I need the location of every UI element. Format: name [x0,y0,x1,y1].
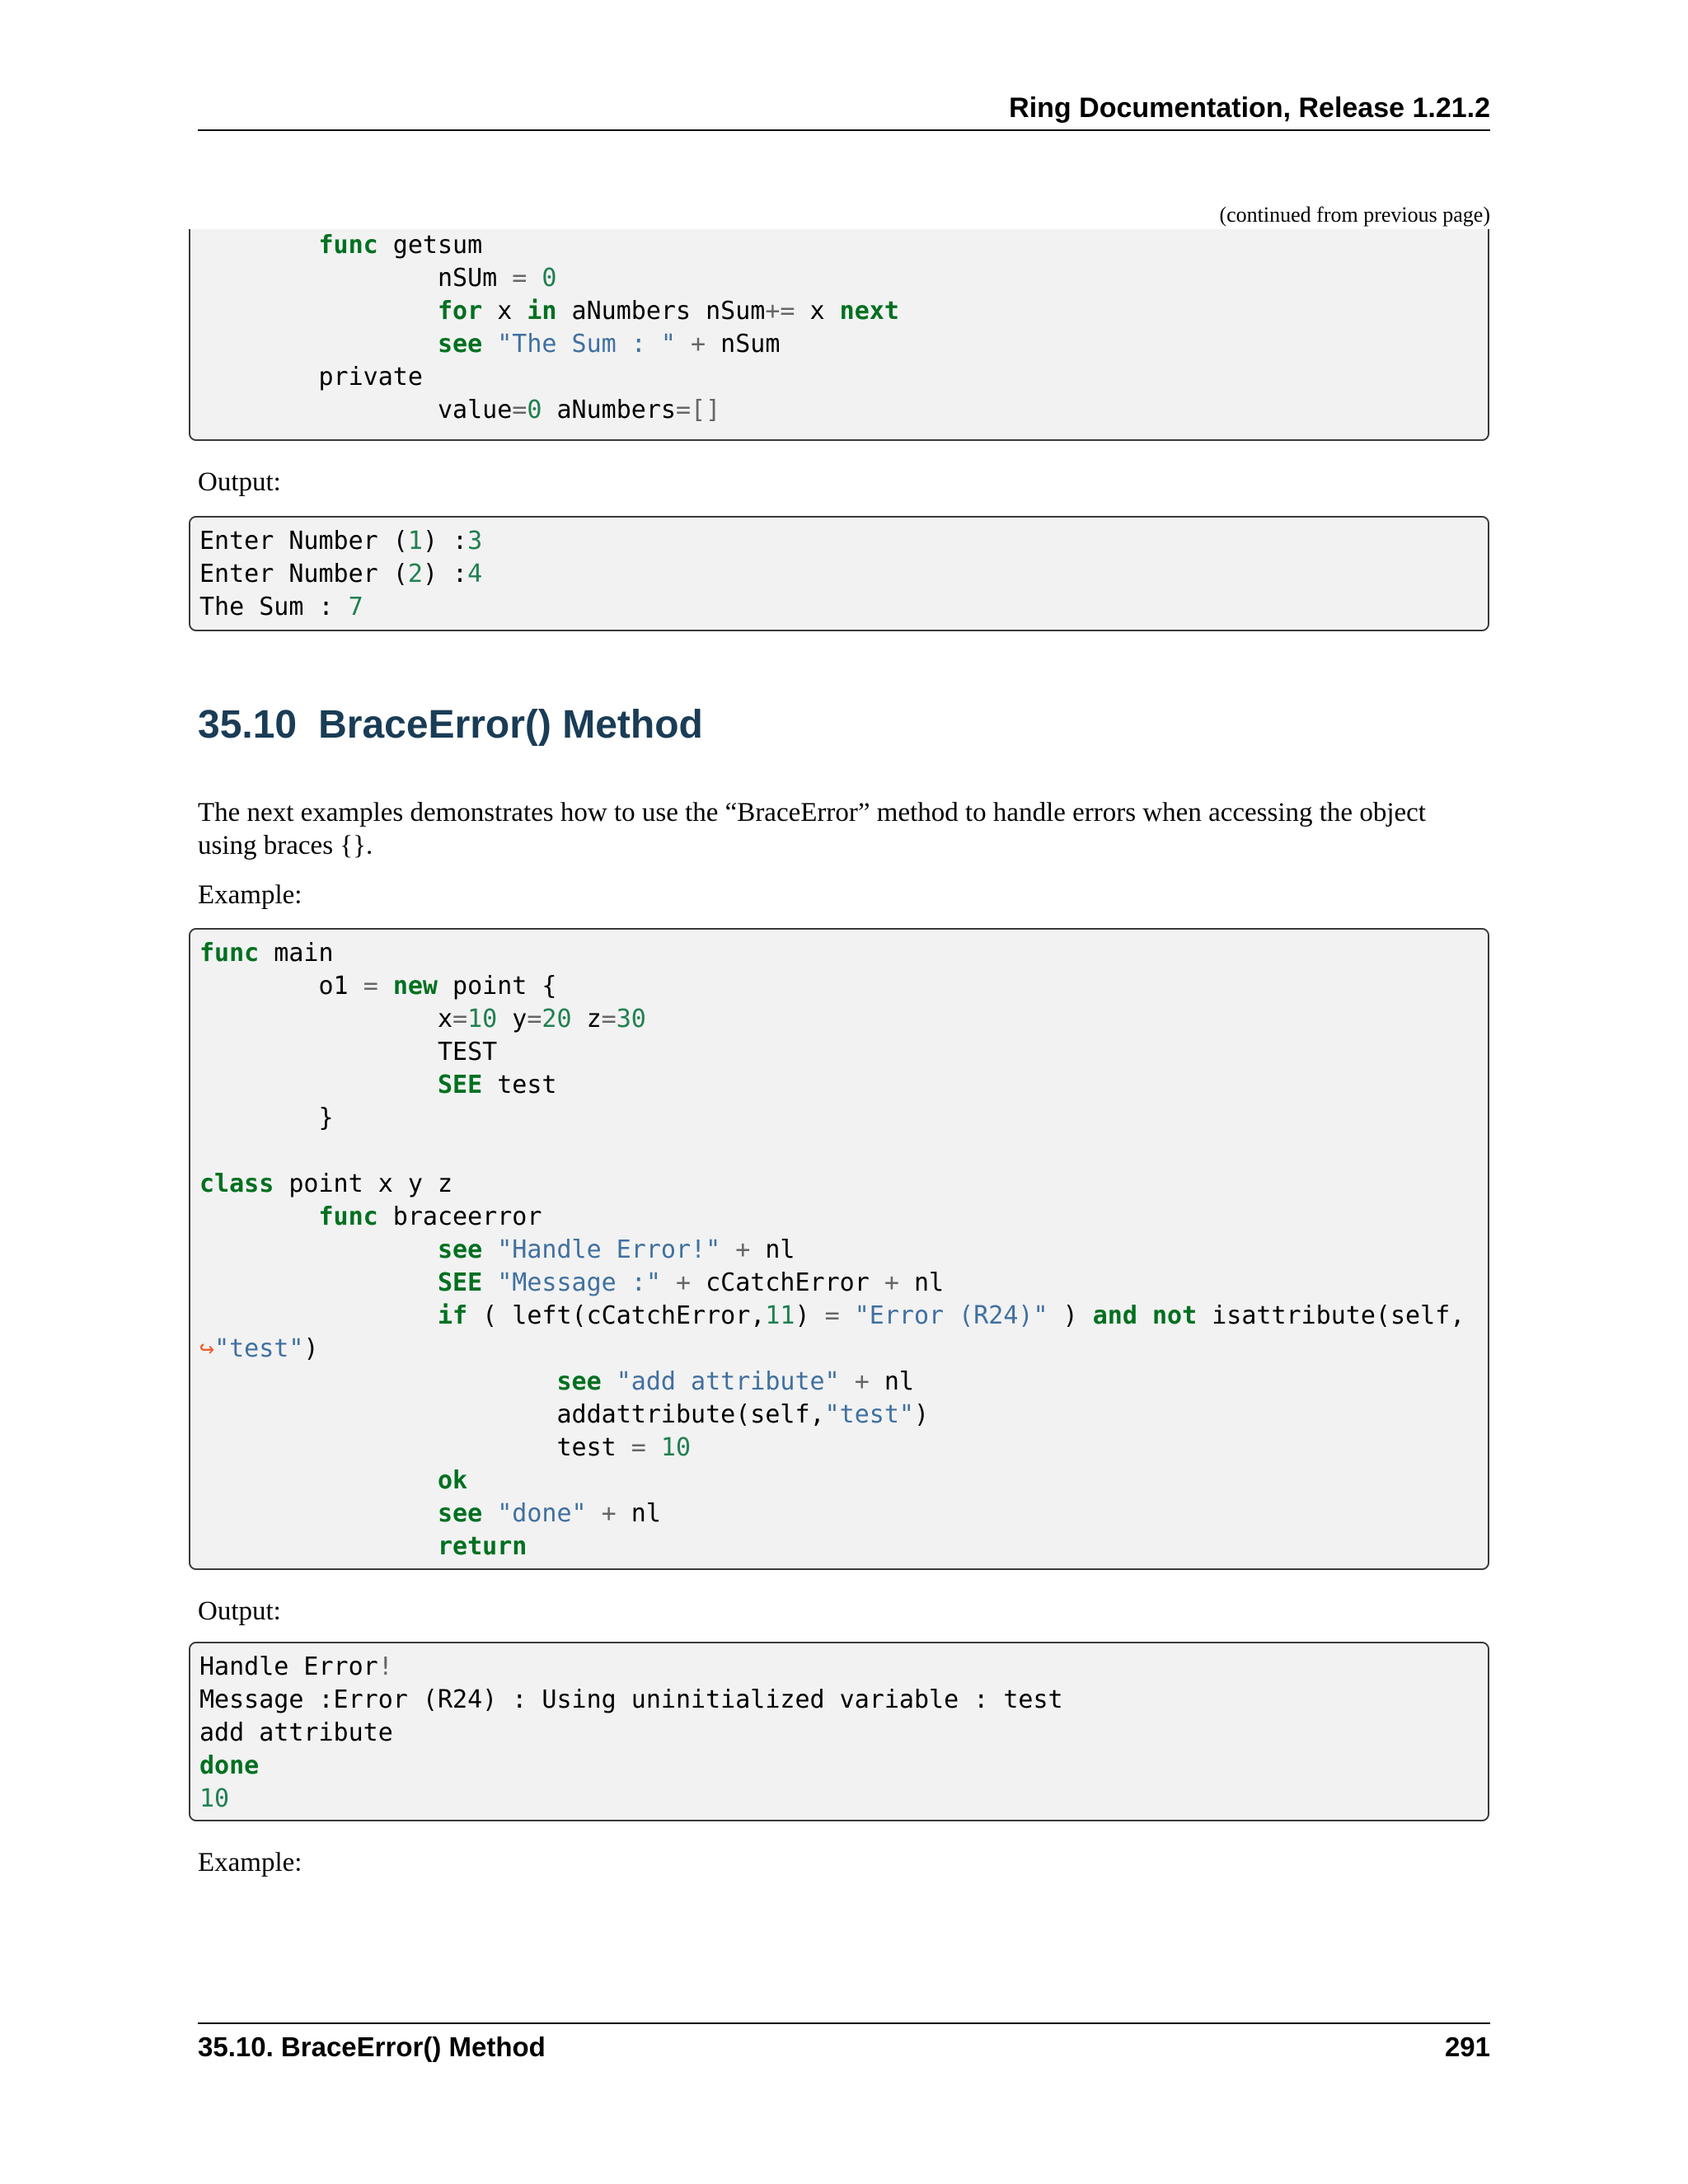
code-token: o1 [199,972,363,1001]
code-token: 11 [765,1301,795,1330]
code-block-braceerror [189,928,1489,1570]
code-token: for [437,297,483,326]
code-token: see [437,1499,483,1528]
code-token [840,1301,855,1330]
code-token [482,1499,497,1528]
code-token: 30 [616,1005,646,1033]
code-token: "The Sum : " [497,330,676,359]
code-token: = [363,972,378,1001]
footer-section-ref: 35.10. BraceError() Method [198,2032,546,2062]
code-token: ↪ [199,1334,215,1363]
code-token [199,297,438,326]
code-token: aNumbers nSum [556,297,766,326]
code-token: Enter Number ( [199,560,408,588]
code-token: ) [1048,1301,1093,1330]
code-token: 0 [527,396,542,424]
code-token [199,1268,438,1297]
code-token: += [765,297,795,326]
code-token [1137,1301,1152,1330]
code-token: getsum [377,231,483,260]
code-token: "test" [824,1400,914,1429]
code-token: nSum [706,330,781,359]
code-token [482,1268,497,1297]
code-token: cCatchError [691,1268,884,1297]
code-token: main [259,939,334,968]
code-token: + [675,1268,692,1297]
code-token: nl [616,1499,661,1528]
code-token: aNumbers [542,396,676,424]
code-token [527,264,542,293]
code-token: } [199,1104,334,1132]
code-token: =[] [675,396,721,424]
code-token: Handle Error [199,1652,378,1681]
code-block-getsum [189,229,1489,441]
code-token [840,1367,855,1396]
code-token: nl [750,1235,795,1264]
code-token: ) [913,1400,930,1429]
section-heading [198,702,703,748]
code-token: 0 [542,264,557,293]
code-token [199,1499,438,1528]
code-text [199,229,1488,427]
code-token: "Message :" [497,1268,661,1297]
code-token: 7 [348,593,363,621]
continued-note: (continued from previous page) [1219,203,1490,227]
code-token: Enter Number ( [199,527,408,555]
code-token: + [691,330,706,359]
code-token: = [512,396,528,424]
code-token: x [199,1005,453,1033]
section-number: 35.10 [198,703,298,747]
code-token: SEE [437,1071,483,1099]
code-token: see [437,1235,483,1264]
code-token: = [527,1005,542,1033]
code-token: "add attribute" [616,1367,840,1396]
code-token: ) : [422,527,468,555]
code-token [482,330,497,359]
code-token [661,1268,676,1297]
code-token: 2 [407,560,423,588]
code-token: ok [437,1466,468,1495]
code-token: ( left(cCatchError, [467,1301,766,1330]
code-token: SEE [437,1268,483,1297]
code-token: new [392,972,438,1001]
output-block-braceerror [189,1642,1489,1821]
code-token: "Handle Error!" [497,1235,721,1264]
section-title-text: BraceError() Method [318,703,703,747]
code-token: see [437,330,483,359]
code-token: value [199,396,513,424]
code-token: + [854,1367,870,1396]
code-token: func [318,231,378,260]
code-token: y [497,1005,528,1033]
code-token: ) [795,1301,825,1330]
code-token: z [571,1005,602,1033]
code-token: 10 [467,1005,498,1033]
code-token: + [735,1235,751,1264]
code-token: return [437,1532,528,1561]
code-token: add attribute [199,1718,393,1747]
code-token: TEST [199,1038,498,1066]
code-token [378,972,393,1001]
code-token: func [199,939,260,968]
code-token [720,1235,735,1264]
code-token [199,1367,556,1396]
code-token [482,1235,497,1264]
code-token: private [199,363,423,391]
output-label: Output: [198,1596,281,1626]
code-token: braceerror [377,1202,542,1231]
code-token [199,1202,319,1231]
code-token: 20 [542,1005,572,1033]
code-token: = [824,1301,840,1330]
code-token: + [601,1499,617,1528]
code-token: = [601,1005,617,1033]
code-token [199,1071,438,1099]
code-token [199,330,438,359]
code-token: test [482,1071,557,1099]
code-token: 10 [660,1433,692,1462]
code-token: ! [377,1652,393,1681]
code-token: and [1092,1301,1137,1330]
code-token [199,1532,438,1561]
code-token [676,330,691,359]
code-token: "done" [497,1499,587,1528]
code-token: 3 [467,527,483,555]
code-token: point { [438,972,557,1001]
code-token: see [556,1367,602,1396]
code-token: nl [869,1367,914,1396]
code-token: done [199,1751,260,1780]
code-token [199,231,319,260]
code-token [646,1433,661,1462]
page-number: 291 [1444,2032,1490,2062]
code-token: ) [303,1334,319,1363]
code-token [199,1235,438,1264]
code-token: ) : [422,560,468,588]
output-label: Output: [198,467,281,497]
output-text [199,1651,1488,1816]
code-token: Message :Error (R24) : Using uninitialized variable : test [199,1685,1063,1714]
header-rule [198,129,1490,131]
code-token: = [631,1433,646,1462]
code-token: nl [898,1268,945,1297]
code-token: 4 [467,560,483,588]
code-token: + [884,1268,899,1297]
code-text [199,937,1488,1563]
code-token: isattribute(self, [1197,1301,1465,1330]
code-token: "Error (R24)" [854,1301,1048,1330]
code-token: = [452,1005,468,1033]
code-token: "test" [214,1334,304,1363]
code-token: next [839,297,899,326]
example-label: Example: [198,1848,302,1877]
intro-paragraph: The next examples demonstrates how to use the “BraceError” method to handle errors when accessing the object using braces {}. [198,798,1426,860]
example-label: Example: [198,880,302,910]
code-token: x [482,297,528,326]
code-token: test [199,1433,631,1462]
code-token [199,1466,438,1495]
footer-rule [198,2022,1490,2024]
code-token [587,1499,602,1528]
code-token [602,1367,617,1396]
running-header: Ring Documentation, Release 1.21.2 [1009,92,1490,124]
code-token: 1 [407,527,423,555]
output-text [199,525,1488,624]
code-token: nSUm [199,264,513,293]
code-token: The Sum : [199,593,349,621]
code-token: not [1151,1301,1198,1330]
code-token: if [437,1301,468,1330]
code-token: func [318,1202,378,1231]
code-token: point x y z [274,1169,453,1198]
code-token: = [512,264,528,293]
code-token: x [795,297,840,326]
code-token [199,1301,438,1330]
code-token: class [199,1169,274,1198]
code-token: addattribute(self, [199,1400,825,1429]
code-token: in [527,297,557,326]
output-block-sum [189,516,1489,631]
code-token: 10 [199,1784,230,1813]
